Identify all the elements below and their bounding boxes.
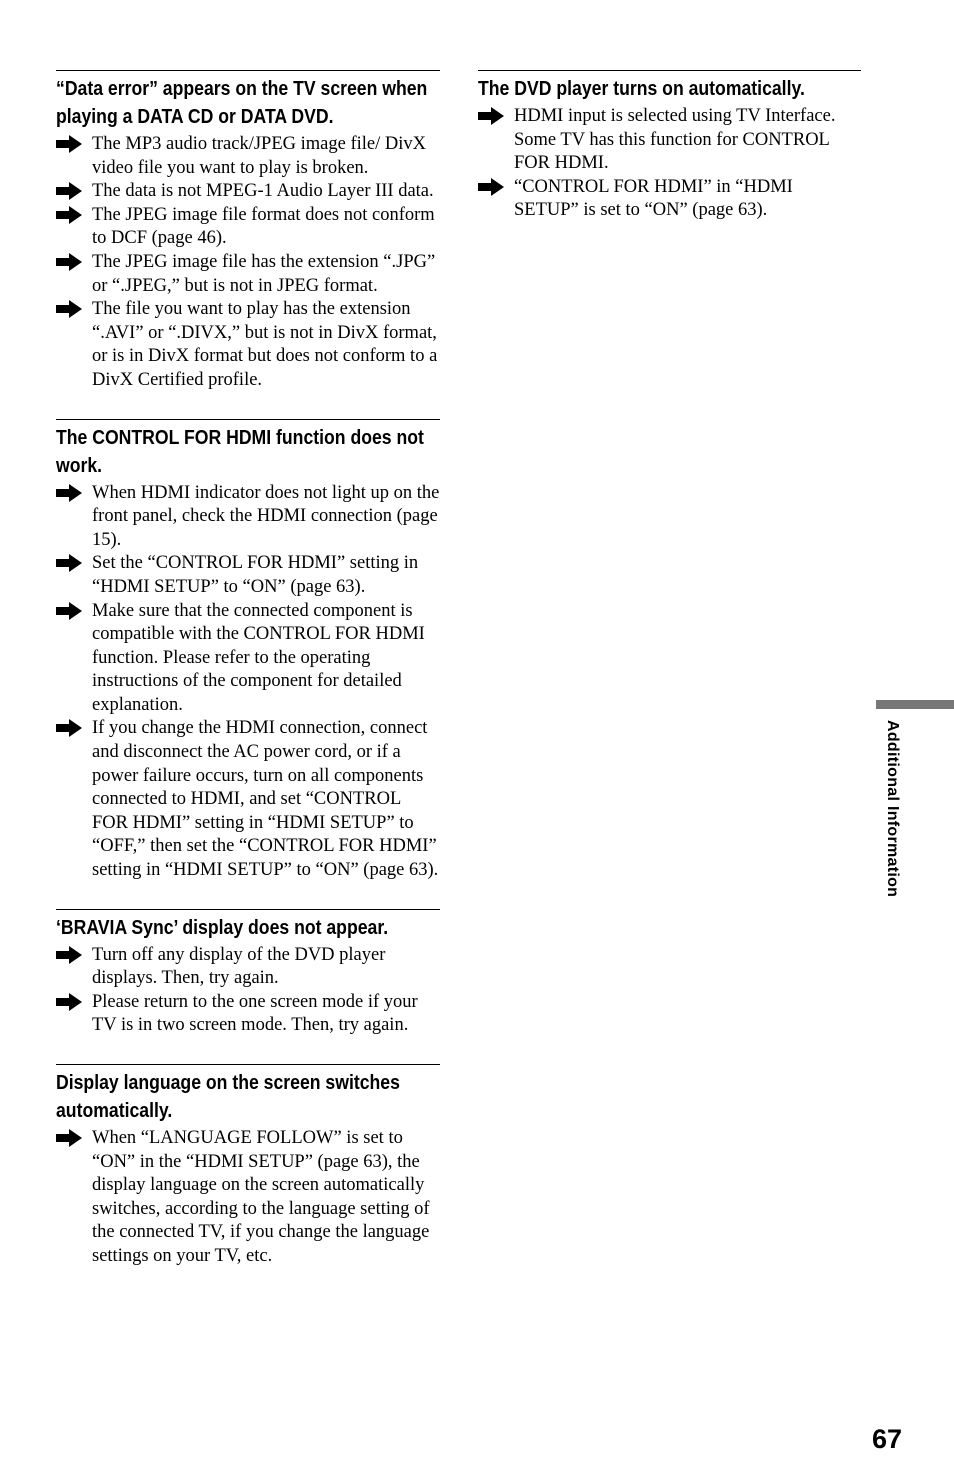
side-tab-label: Additional Information [884, 720, 901, 898]
arrow-icon [56, 300, 82, 318]
section-control-for-hdmi [56, 419, 440, 883]
list-item [56, 251, 440, 298]
list-item [56, 944, 440, 991]
left-column [56, 70, 440, 1295]
arrow-icon [478, 178, 504, 196]
section-turns-on-automatically [478, 70, 861, 223]
item-text: The JPEG image file has the extension “.JPG” or “.JPEG,” but is not in JPEG format. [92, 251, 436, 296]
arrow-icon [56, 1129, 82, 1147]
arrow-icon [56, 554, 82, 572]
arrow-icon [478, 107, 504, 125]
item-text: When “LANGUAGE FOLLOW” is set to “ON” in the “HDMI SETUP” (page 63), the display language on the screen automatically switches, according to the language setting of the connected TV, if you change the language settings on your TV, etc. [92, 1128, 430, 1266]
list-item [56, 133, 440, 180]
arrow-icon [56, 135, 82, 153]
item-text: The MP3 audio track/JPEG image file/ DivX video file you want to play is broken. [92, 134, 426, 178]
side-tab-bar [876, 700, 954, 709]
item-text: When HDMI indicator does not light up on the front panel, check the HDMI connection (page 15). [92, 482, 440, 550]
item-text: Turn off any display of the DVD player displays. Then, try again. [92, 944, 386, 989]
item-list [56, 1127, 440, 1269]
section-bravia-sync [56, 909, 440, 1038]
item-text: The JPEG image file format does not conform to DCF (page 46). [92, 204, 435, 249]
arrow-icon [56, 719, 82, 737]
item-text: The file you want to play has the extension “.AVI” or “.DIVX,” but is not in DivX format, or is in DivX format but does not conform to a DivX Certified profile. [92, 299, 438, 390]
item-text: Please return to the one screen mode if your TV is in two screen mode. Then, try again. [92, 991, 418, 1036]
item-list [56, 133, 440, 393]
item-text: Make sure that the connected component is compatible with the CONTROL FOR HDMI function. Please refer to the operating instructions of the component for detailed explanation. [92, 600, 425, 715]
list-item [56, 600, 440, 718]
arrow-icon [56, 484, 82, 502]
item-list [56, 482, 440, 883]
section-display-language [56, 1064, 440, 1269]
list-item [56, 552, 440, 599]
item-text: Set the “CONTROL FOR HDMI” setting in “HDMI SETUP” to “ON” (page 63). [92, 553, 419, 597]
list-item [56, 1127, 440, 1269]
list-item [56, 180, 440, 204]
section-heading: The DVD player turns on automatically. [478, 77, 805, 100]
list-item [56, 991, 440, 1038]
arrow-icon [56, 602, 82, 620]
arrow-icon [56, 993, 82, 1011]
section-data-error [56, 70, 440, 393]
item-text: The data is not MPEG-1 Audio Layer III data. [92, 181, 434, 202]
item-text: “CONTROL FOR HDMI” in “HDMI SETUP” is set to “ON” (page 63). [514, 176, 793, 221]
arrow-icon [56, 206, 82, 224]
page-number: 67 [872, 1424, 903, 1454]
list-item [56, 717, 440, 882]
list-item [56, 204, 440, 251]
arrow-icon [56, 946, 82, 964]
item-text: If you change the HDMI connection, connect and disconnect the AC power cord, or if a power failure occurs, turn on all components connected to HDMI, and set “CONTROL FOR HDMI” setting in “HDMI SETUP” to “OFF,” then set the “CONTROL FOR HDMI” setting in “HDMI SETUP” to “ON” (page 63). [92, 718, 439, 881]
arrow-icon [56, 182, 82, 200]
list-item [478, 176, 861, 223]
list-item [56, 482, 440, 553]
item-list [56, 944, 440, 1038]
section-heading: “Data error” appears on the TV screen when playing a DATA CD or DATA DVD. [56, 77, 428, 128]
item-text: HDMI input is selected using TV Interface. Some TV has this function for CONTROL FOR HDMI. [514, 106, 836, 174]
section-heading: Display language on the screen switches automatically. [56, 1071, 400, 1122]
arrow-icon [56, 253, 82, 271]
section-heading: ‘BRAVIA Sync’ display does not appear. [56, 915, 389, 939]
item-list [478, 105, 861, 223]
list-item [56, 298, 440, 392]
right-column [478, 70, 861, 249]
list-item [478, 105, 861, 176]
section-heading: The CONTROL FOR HDMI function does not work. [56, 425, 424, 477]
